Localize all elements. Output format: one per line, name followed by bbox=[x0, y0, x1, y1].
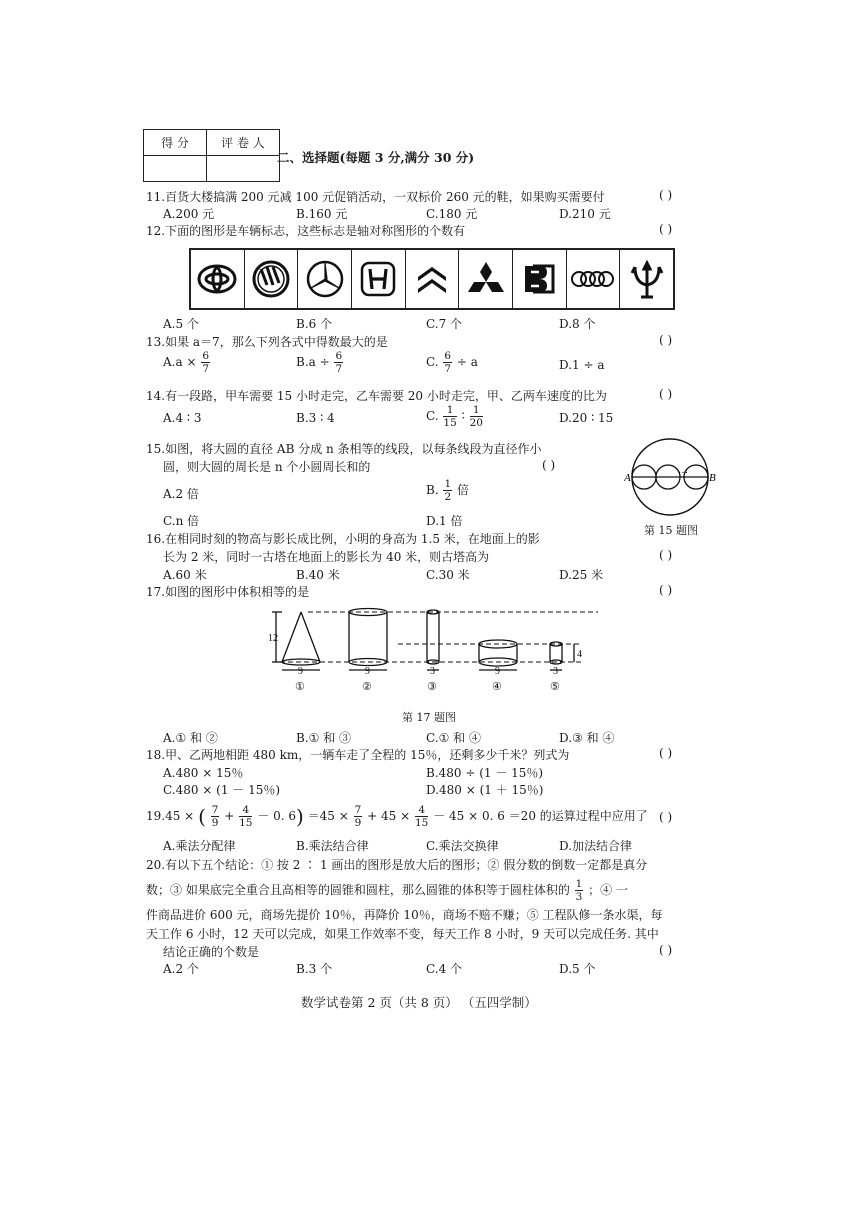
q11-text: 11.百货大楼搞满 200 元减 100 元促销活动，一双标价 260 元的鞋，如果购买需要付 bbox=[146, 190, 605, 204]
q17-answer-paren[interactable]: ( ) bbox=[659, 583, 673, 597]
q16-option-a[interactable]: A.60 米 bbox=[163, 568, 207, 582]
q18-answer-paren[interactable]: ( ) bbox=[659, 746, 673, 760]
q18-option-c[interactable]: C.480 × (1 － 15％) bbox=[163, 783, 281, 797]
dim-h1: 12 bbox=[268, 633, 278, 644]
q17-caption: 第 17 题图 bbox=[402, 711, 456, 724]
q17-option-c[interactable]: C.① 和 ④ bbox=[426, 731, 481, 745]
q11-option-d[interactable]: D.210 元 bbox=[559, 207, 611, 221]
q14-answer-paren[interactable]: ( ) bbox=[659, 387, 673, 401]
q18-option-b[interactable]: B.480 ÷ (1 － 15％) bbox=[426, 766, 544, 780]
shape-label-1: ① bbox=[295, 681, 305, 693]
q14-option-b[interactable]: B.3 ∶ 4 bbox=[296, 411, 335, 425]
q15-option-b[interactable]: B. $\frac{1}{2}$ 倍 bbox=[426, 478, 469, 503]
score-label: 得 分 bbox=[144, 130, 207, 156]
section-title: 二、选择题(每题 3 分,满分 30 分) bbox=[277, 150, 475, 165]
shape-label-4: ④ bbox=[492, 681, 502, 693]
q20-option-b[interactable]: B.3 个 bbox=[296, 962, 333, 976]
shape-label-3: ③ bbox=[427, 681, 437, 693]
q13-answer-paren[interactable]: ( ) bbox=[659, 333, 673, 347]
q14-text: 14.有一段路，甲车需要 15 小时走完，乙车需要 20 小时走完，甲、乙两车速度的比为 bbox=[146, 389, 607, 403]
dim-w5: 3 bbox=[553, 666, 558, 677]
score-cell[interactable] bbox=[144, 156, 207, 182]
q15-figure bbox=[624, 436, 716, 518]
q19-text: 19.45 × ( $\frac{7}{9}$ + $\frac{4}{15}$ － 0. 6) ＝45 × $\frac{7}{9}$ + 45 × $\frac{4}{15}$ － 45 × 0. 6 ＝20 的运算过程中应用了 bbox=[146, 804, 648, 829]
q20-line1: 20.有以下五个结论：① 按 2 ∶ 1 画出的图形是放大后的图形；② 假分数的倒数一定都是真分 bbox=[146, 858, 648, 872]
q14-option-d[interactable]: D.20 ∶ 15 bbox=[559, 411, 614, 425]
q18-text: 18.甲、乙两地相距 480 km，一辆车走了全程的 15％，还剩多少千米？列式为 bbox=[146, 748, 570, 762]
page-footer: 数学试卷第 2 页（共 8 页） （五四学制） bbox=[301, 995, 537, 1010]
q19-option-b[interactable]: B.乘法结合律 bbox=[296, 839, 369, 853]
q17-figure bbox=[268, 604, 598, 696]
q19-option-a[interactable]: A.乘法分配律 bbox=[163, 839, 236, 853]
citroen-logo bbox=[406, 250, 460, 308]
q17-option-d[interactable]: D.③ 和 ④ bbox=[559, 731, 615, 745]
q13-option-b[interactable]: B.a ÷ $\frac{6}{7}$ bbox=[296, 350, 343, 375]
q18-option-a[interactable]: A.480 × 15％ bbox=[163, 766, 244, 780]
q16-answer-paren[interactable]: ( ) bbox=[659, 548, 673, 562]
q13-text: 13.如果 a＝7，那么下列各式中得数最大的是 bbox=[146, 335, 388, 349]
maserati-logo bbox=[620, 250, 673, 308]
q20-line2: 数；③ 如果底完全重合且高相等的圆锥和圆柱，那么圆锥的体积等于圆柱体积的 $\frac{1}{3}$ ；④ 一 bbox=[146, 878, 628, 903]
q11-answer-paren[interactable]: ( ) bbox=[659, 188, 673, 202]
q20-line4: 天工作 6 小时，12 天可以完成，如果工作效率不变，每天工作 8 小时，9 天可以完成任务. 其中 bbox=[146, 927, 659, 941]
q16-option-d[interactable]: D.25 米 bbox=[559, 568, 604, 582]
q16-line2: 长为 2 米，同时一古塔在地面上的影长为 40 米，则古塔高为 bbox=[163, 550, 490, 564]
score-table bbox=[143, 129, 280, 182]
q12-option-d[interactable]: D.8 个 bbox=[559, 317, 596, 331]
q17-text: 17.如图的图形中体积相等的是 bbox=[146, 585, 310, 599]
mercedes-logo bbox=[298, 250, 352, 308]
q12-option-a[interactable]: A.5 个 bbox=[163, 317, 199, 331]
q15-caption: 第 15 题图 bbox=[644, 524, 698, 537]
q20-option-a[interactable]: A.2 个 bbox=[163, 962, 199, 976]
q11-option-a[interactable]: A.200 元 bbox=[163, 207, 215, 221]
q19-option-c[interactable]: C.乘法交换律 bbox=[426, 839, 499, 853]
mitsubishi-logo bbox=[459, 250, 513, 308]
dim-w2: 9 bbox=[365, 666, 370, 677]
dim-w3: 3 bbox=[430, 666, 435, 677]
q12-answer-paren[interactable]: ( ) bbox=[659, 222, 673, 236]
dim-w4: 9 bbox=[495, 666, 500, 677]
grader-cell[interactable] bbox=[207, 156, 280, 182]
q15-line1: 15.如图，将大圆的直径 AB 分成 n 条相等的线段，以每条线段为直径作小 bbox=[146, 442, 542, 456]
dim-w1: 9 bbox=[298, 666, 303, 677]
q13-option-c[interactable]: C. $\frac{6}{7}$ ÷ a bbox=[426, 350, 478, 375]
honda-logo bbox=[352, 250, 406, 308]
q13-option-d[interactable]: D.1 ÷ a bbox=[559, 358, 605, 372]
q17-option-b[interactable]: B.① 和 ③ bbox=[296, 731, 352, 745]
q12-option-b[interactable]: B.6 个 bbox=[296, 317, 333, 331]
q11-option-c[interactable]: C.180 元 bbox=[426, 207, 478, 221]
q20-line3: 件商品进价 600 元，商场先提价 10％，再降价 10％，商场不赔不赚；⑤ 工程队修一条水渠，每 bbox=[146, 908, 663, 922]
q18-option-d[interactable]: D.480 × (1 ＋ 15％) bbox=[426, 783, 544, 797]
shape-label-2: ② bbox=[362, 681, 372, 693]
q15-line2: 圆，则大圆的周长是 n 个小圆周长和的 bbox=[163, 460, 371, 474]
dim-h2: 4 bbox=[577, 649, 582, 660]
q19-answer-paren[interactable]: ( ) bbox=[659, 810, 673, 824]
buick-logo bbox=[245, 250, 299, 308]
q20-option-d[interactable]: D.5 个 bbox=[559, 962, 596, 976]
car-logos-strip bbox=[189, 248, 675, 310]
grader-label: 评 卷 人 bbox=[207, 130, 280, 156]
q12-option-c[interactable]: C.7 个 bbox=[426, 317, 463, 331]
q15-option-c[interactable]: C.n 倍 bbox=[163, 514, 200, 528]
q20-answer-paren[interactable]: ( ) bbox=[659, 943, 673, 957]
q14-option-a[interactable]: A.4 ∶ 3 bbox=[163, 411, 202, 425]
ellipsis: … bbox=[678, 465, 688, 476]
label-b: B bbox=[709, 472, 716, 484]
bugatti-logo bbox=[513, 250, 567, 308]
q15-answer-paren[interactable]: ( ) bbox=[542, 458, 556, 472]
label-a: A bbox=[624, 472, 631, 484]
q17-option-a[interactable]: A.① 和 ② bbox=[163, 731, 218, 745]
q20-line5: 结论正确的个数是 bbox=[163, 945, 260, 959]
q12-text: 12.下面的图形是车辆标志，这些标志是轴对称图形的个数有 bbox=[146, 224, 466, 238]
q16-line1: 16.在相同时刻的物高与影长成比例，小明的身高为 1.5 米，在地面上的影 bbox=[146, 532, 540, 546]
shape-label-5: ⑤ bbox=[550, 681, 560, 693]
q16-option-c[interactable]: C.30 米 bbox=[426, 568, 470, 582]
q16-option-b[interactable]: B.40 米 bbox=[296, 568, 340, 582]
q11-option-b[interactable]: B.160 元 bbox=[296, 207, 348, 221]
q13-option-a[interactable]: A.a × $\frac{6}{7}$ bbox=[163, 350, 210, 375]
toyota-logo bbox=[191, 250, 245, 308]
q14-option-c[interactable]: C. $\frac{1}{15}$ ∶ $\frac{1}{20}$ bbox=[426, 404, 483, 429]
q19-option-d[interactable]: D.加法结合律 bbox=[559, 839, 633, 853]
q15-option-a[interactable]: A.2 倍 bbox=[163, 487, 199, 501]
q20-option-c[interactable]: C.4 个 bbox=[426, 962, 463, 976]
audi-logo bbox=[567, 250, 621, 308]
q15-option-d[interactable]: D.1 倍 bbox=[426, 514, 463, 528]
